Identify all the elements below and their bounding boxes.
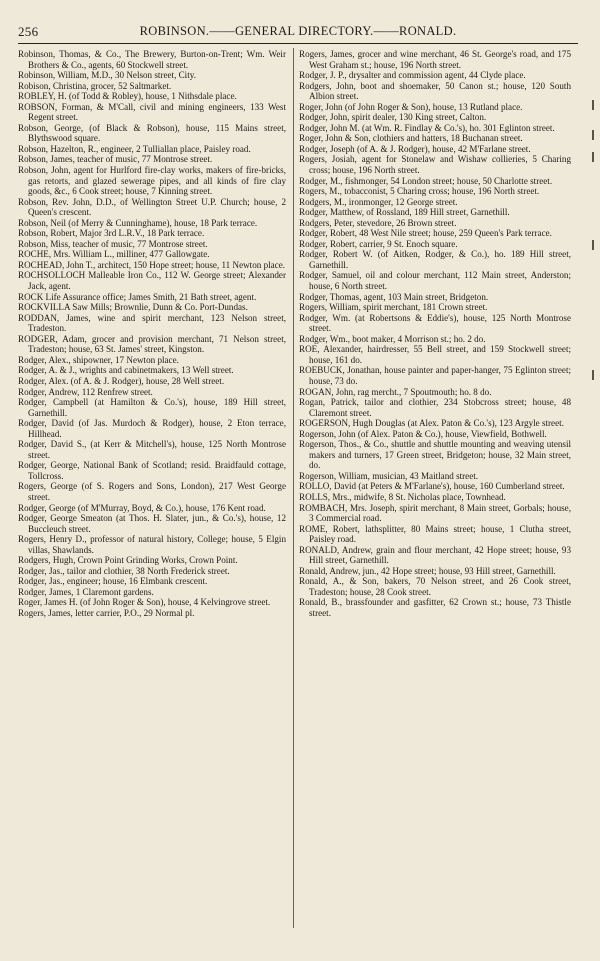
directory-entry: Rodger, Samuel, oil and colour merchant, 112 Main street, Anderston; house, 6 North street.: [299, 270, 571, 292]
directory-entry: Rodger, David (of Jas. Murdoch & Rodger), house, 2 Eton terrace, Hillhead.: [18, 418, 286, 439]
directory-entry: Rodger, Robert, carrier, 9 St. Enoch square.: [299, 238, 458, 249]
directory-entry: Rodger, M., fishmonger, 54 London street; house, 50 Charlotte street.: [299, 175, 553, 186]
directory-entry: Rodger, Thomas, agent, 103 Main street, Bridgeton.: [299, 291, 489, 302]
directory-entry: Rogers, George (of S. Rogers and Sons, London), 217 West George street.: [18, 481, 286, 502]
directory-entry: ROCHEAD, John T., architect, 150 Hope street; house, 11 Newton place.: [18, 259, 286, 270]
directory-entry: Rodger, David S., (at Kerr & Mitchell's), house, 125 North Montrose street.: [18, 439, 286, 460]
directory-entry: Rodgers, Hugh, Crown Point Grinding Works, Crown Point.: [18, 555, 238, 566]
directory-entry: Rogers, James, letter carrier, P.O., 29 Normal pl.: [18, 607, 195, 618]
directory-entry: Rodger, George (of M'Murray, Boyd, & Co.), house, 176 Kent road.: [18, 502, 266, 513]
directory-entry: ROCHE, Mrs. William L., milliner, 477 Gallowgate.: [18, 249, 210, 260]
directory-entry: RONALD, Andrew, grain and flour merchant, 42 Hope street; house, 93 Hill street, Garnethill.: [299, 544, 571, 566]
directory-entry: Robinson, Thomas, & Co., The Brewery, Burton-on-Trent; Wm. Weir Brothers & Co., agents, 60 Stockwell street.: [18, 49, 286, 70]
directory-entry: Rodger, Alex., shipowner, 17 Newton place.: [18, 354, 179, 365]
directory-entry: Robinson, William, M.D., 30 Nelson street, City.: [18, 70, 196, 81]
directory-entry: ROLLO, David (at Peters & M'Farlane's), house, 160 Cumberland street.: [299, 481, 565, 492]
page-header: [18, 24, 578, 42]
directory-entry: Robson, Miss, teacher of music, 77 Montrose street.: [18, 238, 208, 249]
directory-entry: ROEBUCK, Jonathan, house painter and paper-hanger, 75 Eglinton street; house, 73 do.: [299, 365, 571, 386]
directory-entry: ROBLEY, H. (of Todd & Robley), house, 1 Nithsdale place.: [18, 91, 237, 102]
directory-entry: Rogerson, William, musician, 43 Maitland street.: [299, 470, 479, 481]
directory-entry: RODDAN, James, wine and spirit merchant, 123 Nelson street, Tradeston.: [18, 312, 286, 334]
binding-margin: [588, 80, 600, 880]
directory-entry: Rodger, Alex. (of A. & J. Rodger), house, 28 Well street.: [18, 375, 225, 386]
directory-entry: Rodger, Robert W. (of Aitken, Rodger, & Co.), ho. 189 Hill street, Garnethill.: [299, 249, 571, 270]
directory-entry: Ronald, A., & Son, bakers, 70 Nelson street, and 26 Cook street, Tradeston; house, 28 Cook street.: [299, 576, 571, 597]
directory-entry: Rogers, Josiah, agent for Stonelaw and Wishaw collieries, 5 Charing cross; house, 196 North street.: [299, 154, 571, 176]
directory-entry: ROBSON, Forman, & M'Call, civil and mining engineers, 133 West Regent street.: [18, 101, 286, 123]
directory-entry: Rodger, J. P., drysalter and commission agent, 44 Clyde place.: [299, 70, 526, 81]
directory-entry: Rodger, John, spirit dealer, 130 King street, Calton.: [299, 112, 487, 123]
directory-entry: Rodger, John M. (at Wm. R. Findlay & Co.'s), ho. 301 Eglinton street.: [299, 122, 555, 133]
directory-entry: Rogerson, Thos., & Co., shuttle and shuttle mounting and weaving utensil makers and turners, 17 Green street, Bridgeton; house, 32 Main street, do.: [299, 439, 571, 471]
directory-entry: RODGER, Adam, grocer and provision merchant, 71 Nelson street, Tradeston; house, 63 St. James' street, Kingston.: [18, 333, 286, 355]
directory-entry: Ronald, B., brassfounder and gasfitter, 62 Crown st.; house, 73 Thistle street.: [299, 597, 571, 618]
directory-entry: ROCHSOLLOCH Malleable Iron Co., 112 W. George street; Alexander Jack, agent.: [18, 270, 286, 292]
directory-entry: Robson, John, agent for Hurlford fire-clay works, makers of fire-bricks, gas retorts, and glazed sewerage pipes, and all kinds of fire clay goods, &c., 6 Cook street; house, 7 Kinning street.: [18, 165, 286, 197]
directory-entry: Rogers, William, spirit merchant, 181 Crown street.: [299, 302, 488, 313]
directory-entry: Roger, John & Son, clothiers and hatters, 18 Buchanan street.: [299, 133, 523, 144]
directory-entry: Rodger, George, National Bank of Scotland; resid. Braidfauld cottage, Tollcross.: [18, 460, 286, 481]
directory-entry: Robson, Rev. John, D.D., of Wellington Street U.P. Church; house, 2 Queen's crescent.: [18, 196, 286, 218]
directory-entry: ROGERSON, Hugh Douglas (at Alex. Paton & Co.'s), 123 Argyle street.: [299, 418, 564, 429]
directory-entry: Rodger, George Smeaton (at Thos. H. Slater, jun., & Co.'s), house, 12 Buccleuch street.: [18, 513, 286, 534]
directory-entry: Ronald, Andrew, jun., 42 Hope street; house, 93 Hill street, Garnethill.: [299, 565, 556, 576]
header-rule: [18, 43, 578, 44]
directory-entry: ROMBACH, Mrs. Joseph, spirit merchant, 8 Main street, Gorbals; house, 3 Commercial road.: [299, 502, 571, 524]
directory-entry: Rodger, Jas., engineer; house, 16 Elmbank crescent.: [18, 576, 208, 587]
directory-entry: Rodgers, Peter, stevedore, 26 Brown street.: [299, 217, 457, 228]
directory-entry: Robson, Neil (of Merry & Cunninghame), house, 18 Park terrace.: [18, 217, 258, 228]
directory-entry: Roger, James H. (of John Roger & Son), house, 4 Kelvingrove street.: [18, 597, 271, 608]
directory-entry: ROLLS, Mrs., midwife, 8 St. Nicholas place, Townhead.: [299, 491, 506, 502]
directory-entry: Rogers, Henry D., professor of natural history, College; house, 5 Elgin villas, Shawlands.: [18, 534, 286, 555]
directory-entry: ROCK Life Assurance office; James Smith, 21 Bath street, agent.: [18, 291, 257, 302]
directory-entry: Roger, John (of John Roger & Son), house, 13 Rutland place.: [299, 101, 523, 112]
directory-entry: Rodger, Wm., boot maker, 4 Morrison st.; ho. 2 do.: [299, 333, 486, 344]
directory-entry: Robson, Hazelton, R., engineer, 2 Tulliallan place, Paisley road.: [18, 143, 251, 154]
directory-entry: Robson, George, (of Black & Robson), house, 115 Mains street, Blythswood square.: [18, 122, 286, 144]
directory-entry: ROGAN, John, rag mercht., 7 Spoutmouth; ho. 8 do.: [299, 386, 492, 397]
directory-entry: ROCKVILLA Saw Mills; Brownlie, Dunn & Co. Port-Dundas.: [18, 302, 248, 313]
directory-entry: Rodger, A. & J., wrights and cabinetmakers, 13 Well street.: [18, 365, 234, 376]
directory-entry: Rogers, James, grocer and wine merchant, 46 St. George's road, and 175 West Graham st.; house, 196 North street.: [299, 49, 571, 70]
directory-entry: Rodger, Campbell (at Hamilton & Co.'s), house, 189 Hill street, Garnethill.: [18, 397, 286, 418]
directory-entry: Robson, James, teacher of music, 77 Montrose street.: [18, 154, 213, 165]
directory-entry: ROME, Robert, lathsplitter, 80 Mains street; house, 1 Clutha street, Paisley road.: [299, 523, 571, 545]
directory-entry: Robson, Robert, Major 3rd L.R.V., 18 Park terrace.: [18, 228, 205, 239]
directory-entry: Rodger, Andrew, 112 Renfrew street.: [18, 386, 153, 397]
directory-entry: Rodger, Robert, 48 West Nile street; house, 259 Queen's Park terrace.: [299, 228, 552, 239]
directory-entry: Rogan, Patrick, tailor and clothier, 234 Stobcross street; house, 48 Claremont street.: [299, 397, 571, 418]
directory-entry: Rogerson, John (of Alex. Paton & Co.), house, Viewfield, Bothwell.: [299, 428, 547, 439]
left-column: [18, 49, 286, 619]
directory-entry: Robison, Christina, grocer, 52 Saltmarket.: [18, 80, 172, 91]
directory-entry: Rodger, Matthew, of Rossland, 189 Hill street, Garnethill.: [299, 207, 510, 218]
directory-entry: Rodger, Wm. (at Robertsons & Eddie's), house, 125 North Montrose street.: [299, 312, 571, 334]
right-column: [299, 49, 571, 619]
directory-entry: Rodger, James, 1 Claremont gardens.: [18, 586, 154, 597]
directory-entry: Rodgers, John, boot and shoemaker, 50 Canon st.; house, 120 South Albion street.: [299, 80, 571, 102]
directory-entry: Rogers, M., tobacconist, 5 Charing cross; house, 196 North street.: [299, 186, 540, 197]
column-divider: [293, 48, 294, 928]
directory-entry: Rodger, Joseph (of A. & J. Rodger), house, 42 M'Farlane street.: [299, 143, 531, 154]
directory-entry: ROE, Alexander, hairdresser, 55 Bell street, and 159 Stockwell street; house, 161 do.: [299, 344, 571, 365]
running-head: ROBINSON.——GENERAL DIRECTORY.——RONALD.: [139, 24, 457, 38]
directory-entry: Rodgers, M., ironmonger, 12 George street.: [299, 196, 458, 207]
directory-entry: Rodger, Jas., tailor and clothier, 38 North Frederick street.: [18, 565, 230, 576]
page-number: 256: [18, 24, 39, 39]
